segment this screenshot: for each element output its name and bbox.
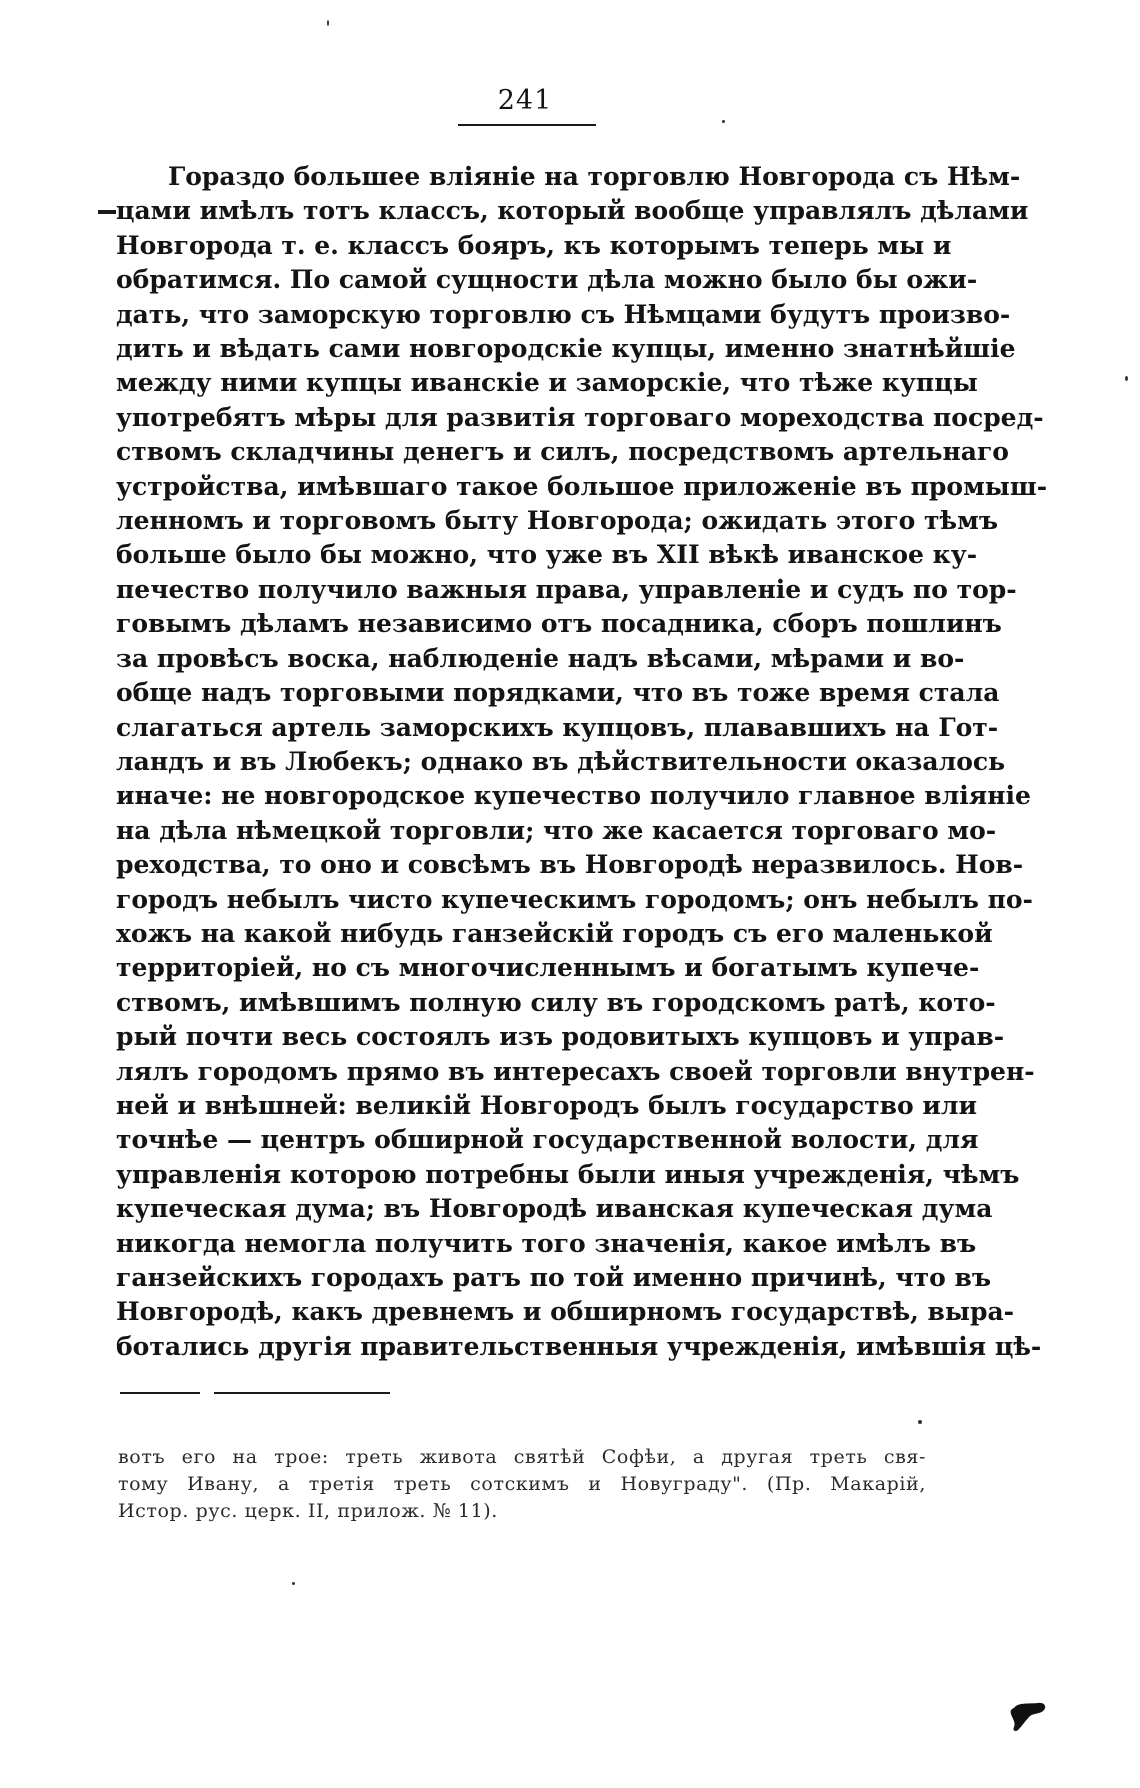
text-line: ленномъ и торговомъ быту Новгорода; ожидать этого тѣмъ bbox=[116, 506, 999, 536]
text-line: ботались другія правительственныя учрежденія, имѣвшія цѣ- bbox=[116, 1331, 1042, 1361]
text-line: обратимся. По самой сущности дѣла можно было бы ожи- bbox=[116, 265, 978, 295]
text-line: слагаться артель заморскихъ купцовъ, плававшихъ на Гот- bbox=[116, 712, 999, 742]
paper-speck bbox=[722, 120, 725, 123]
text-line: между ними купцы иванскіе и заморскіе, что тѣже купцы bbox=[116, 368, 978, 398]
text-line: на дѣла нѣмецкой торговли; что же касается торговаго мо- bbox=[116, 815, 997, 845]
text-line: ней и внѣшней: великій Новгородъ былъ государство или bbox=[116, 1090, 978, 1120]
paper-speck bbox=[918, 1420, 922, 1424]
text-line: ландъ и въ Любекъ; однако въ дѣйствительности оказалось bbox=[116, 746, 1006, 776]
footnote-line: вотъ его на трое: треть живота святѣй Софѣи, а другая треть свя- bbox=[118, 1446, 926, 1468]
text-line: управленія которою потребны были иныя учрежденія, чѣмъ bbox=[116, 1159, 1020, 1189]
footnote-separator bbox=[120, 1392, 200, 1394]
text-line: купеческая дума; въ Новгородѣ иванская купеческая дума bbox=[116, 1194, 993, 1224]
text-line: ствомъ, имѣвшимъ полную силу въ городскомъ ратѣ, кото- bbox=[116, 987, 996, 1017]
text-line: Гораздо большее вліяніе на торговлю Новгорода съ Нѣм- bbox=[168, 162, 1021, 191]
text-line: печество получило важныя права, управленіе и судъ по тор- bbox=[116, 574, 1017, 604]
page-number: 241 bbox=[497, 85, 553, 116]
text-line: ствомъ складчины денегъ и силъ, посредствомъ артельнаго bbox=[116, 437, 1009, 467]
text-line: иначе: не новгородское купечество получило главное вліяніе bbox=[116, 781, 1031, 811]
text-line: обще надъ торговыми порядками, что въ тоже время стала bbox=[116, 678, 1000, 708]
text-line: Новгорода т. е. классъ бояръ, къ которымъ теперь мы и bbox=[116, 230, 952, 260]
ink-blot-mark bbox=[1008, 1700, 1048, 1734]
page-number-rule bbox=[458, 124, 596, 126]
paper-speck bbox=[327, 20, 329, 26]
text-line: ганзейскихъ городахъ ратъ по той именно причинѣ, что въ bbox=[116, 1263, 992, 1292]
footnote-separator bbox=[214, 1392, 390, 1394]
paper-speck bbox=[1125, 376, 1128, 381]
text-line: больше было бы можно, что уже въ XII вѣкѣ иванское ку- bbox=[116, 540, 978, 570]
text-line: лялъ городомъ прямо въ интересахъ своей торговли внутрен- bbox=[116, 1056, 1035, 1086]
text-line: дить и вѣдать сами новгородскіе купцы, именно знатнѣйшіе bbox=[116, 334, 1016, 364]
text-line: точнѣе — центръ обширной государственной волости, для bbox=[116, 1125, 979, 1155]
text-line: употребятъ мѣры для развитія торговаго мореходства посред- bbox=[116, 402, 1044, 432]
text-line: за провѣсъ воска, наблюденіе надъ вѣсами, мѣрами и во- bbox=[116, 643, 965, 673]
footnote bbox=[118, 1444, 926, 1525]
text-line: устройства, имѣвшаго такое большое приложеніе въ промыш- bbox=[116, 471, 1048, 501]
text-line: реходства, то оно и совсѣмъ въ Новгородѣ неразвилось. Нов- bbox=[116, 850, 1024, 880]
text-line: Новгородѣ, какъ древнемъ и обширномъ государствѣ, выра- bbox=[116, 1297, 1015, 1327]
footnote-line: тому Ивану, а третія треть сотскимъ и Новуграду". (Пр. Макарій, bbox=[118, 1473, 926, 1495]
text-line: говымъ дѣламъ независимо отъ посадника, сборъ пошлинъ bbox=[116, 609, 1002, 639]
text-line: хожъ на какой нибудь ганзейскій городъ съ его маленькой bbox=[116, 918, 993, 948]
text-line: никогда немогла получить того значенія, какое имѣлъ въ bbox=[116, 1228, 977, 1258]
main-text bbox=[116, 160, 1048, 1364]
text-line: городъ небылъ чисто купеческимъ городомъ; онъ небылъ по- bbox=[116, 884, 1033, 914]
text-line: территоріей, но съ многочисленнымъ и богатымъ купече- bbox=[116, 953, 980, 983]
text-line: дать, что заморскую торговлю съ Нѣмцами будутъ произво- bbox=[116, 299, 1011, 329]
text-line: цами имѣлъ тотъ классъ, который вообще управлялъ дѣлами bbox=[116, 196, 1029, 226]
footnote-line: Истор. рус. церк. II, прилож. № 11). bbox=[118, 1500, 498, 1522]
text-line: рый почти весь состоялъ изъ родовитыхъ купцовъ и управ- bbox=[116, 1022, 1005, 1052]
margin-mark bbox=[98, 210, 116, 214]
paper-speck bbox=[292, 1582, 295, 1585]
